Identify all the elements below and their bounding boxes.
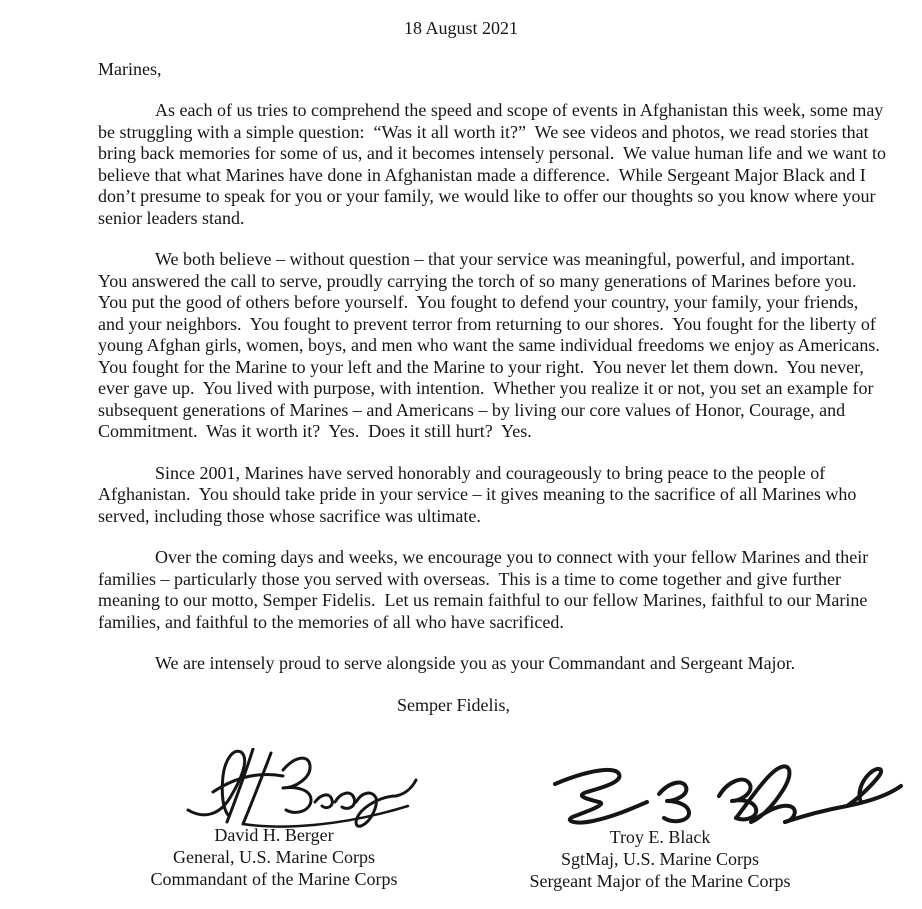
paragraph-1: As each of us tries to comprehend the speed and scope of events in Afghanistan this week, some may be struggling with a simple question: “Was it all worth it?” We see videos and photos, we read stories that bring back memories for some of us, and it becomes intensely personal. We value human life and we want to believe that what Marines have done in Afghanistan made a difference. While Sergeant Major Black and I don’t presume to speak for you or your family, we would like to offer our thoughts so you know where your senior leaders stand.	[98, 100, 891, 228]
salutation: Marines,	[98, 59, 162, 79]
paragraph-4: Over the coming days and weeks, we encourage you to connect with your fellow Marines and their families – particularly those you served with overseas. This is a time to come together and give further meaning to our motto, Semper Fidelis. Let us remain faithful to our fellow Marines, faithful to our Marine families, and faithful to the memories of all who have sacrificed.	[98, 547, 873, 632]
handwritten-signature-berger	[183, 748, 418, 830]
signer-title: Sergeant Major of the Marine Corps	[529, 871, 791, 891]
paragraph-2: We both believe – without question – that your service was meaningful, powerful, and important. You answered the call to serve, proudly carrying the torch of so many generations of Marines before you. You put the good of others before yourself. You fought to defend your country, your family, your friends, and your neighbors. You fought to prevent terror from returning to our shores. You fought for the liberty of young Afghan girls, women, boys, and men who want the same individual freedoms we enjoy as Americans. You fought for the Marine to your left and the Marine to your right. You never let them down. You never, ever gave up. You lived with purpose, with intention. Whether you realize it or not, you set an example for subsequent generations of Marines – and Americans – by living our core values of Honor, Courage, and Commitment. Was it worth it? Yes. Does it still hurt? Yes.	[98, 249, 889, 441]
signature-area	[0, 748, 922, 909]
letter-date: 18 August 2021	[403, 18, 518, 38]
signer-rank: SgtMaj, U.S. Marine Corps	[561, 849, 759, 869]
signer-name: David H. Berger	[214, 825, 334, 845]
paragraph-5: We are intensely proud to serve alongside you as your Commandant and Sergeant Major.	[155, 653, 796, 673]
signer-title: Commandant of the Marine Corps	[150, 869, 398, 889]
handwritten-signature-black	[543, 762, 908, 832]
signature-block-black	[492, 826, 828, 892]
signature-block-berger	[118, 824, 430, 890]
signer-name: Troy E. Black	[609, 827, 711, 847]
paragraph-3: Since 2001, Marines have served honorably and courageously to bring peace to the people of Afghanistan. You should take pride in your service – it gives meaning to the sacrifice of all Marines who served, including those whose sacrifice was ultimate.	[98, 462, 861, 526]
closing-salute: Semper Fidelis,	[397, 694, 510, 715]
letter-body	[98, 100, 891, 716]
signer-rank: General, U.S. Marine Corps	[173, 847, 375, 867]
